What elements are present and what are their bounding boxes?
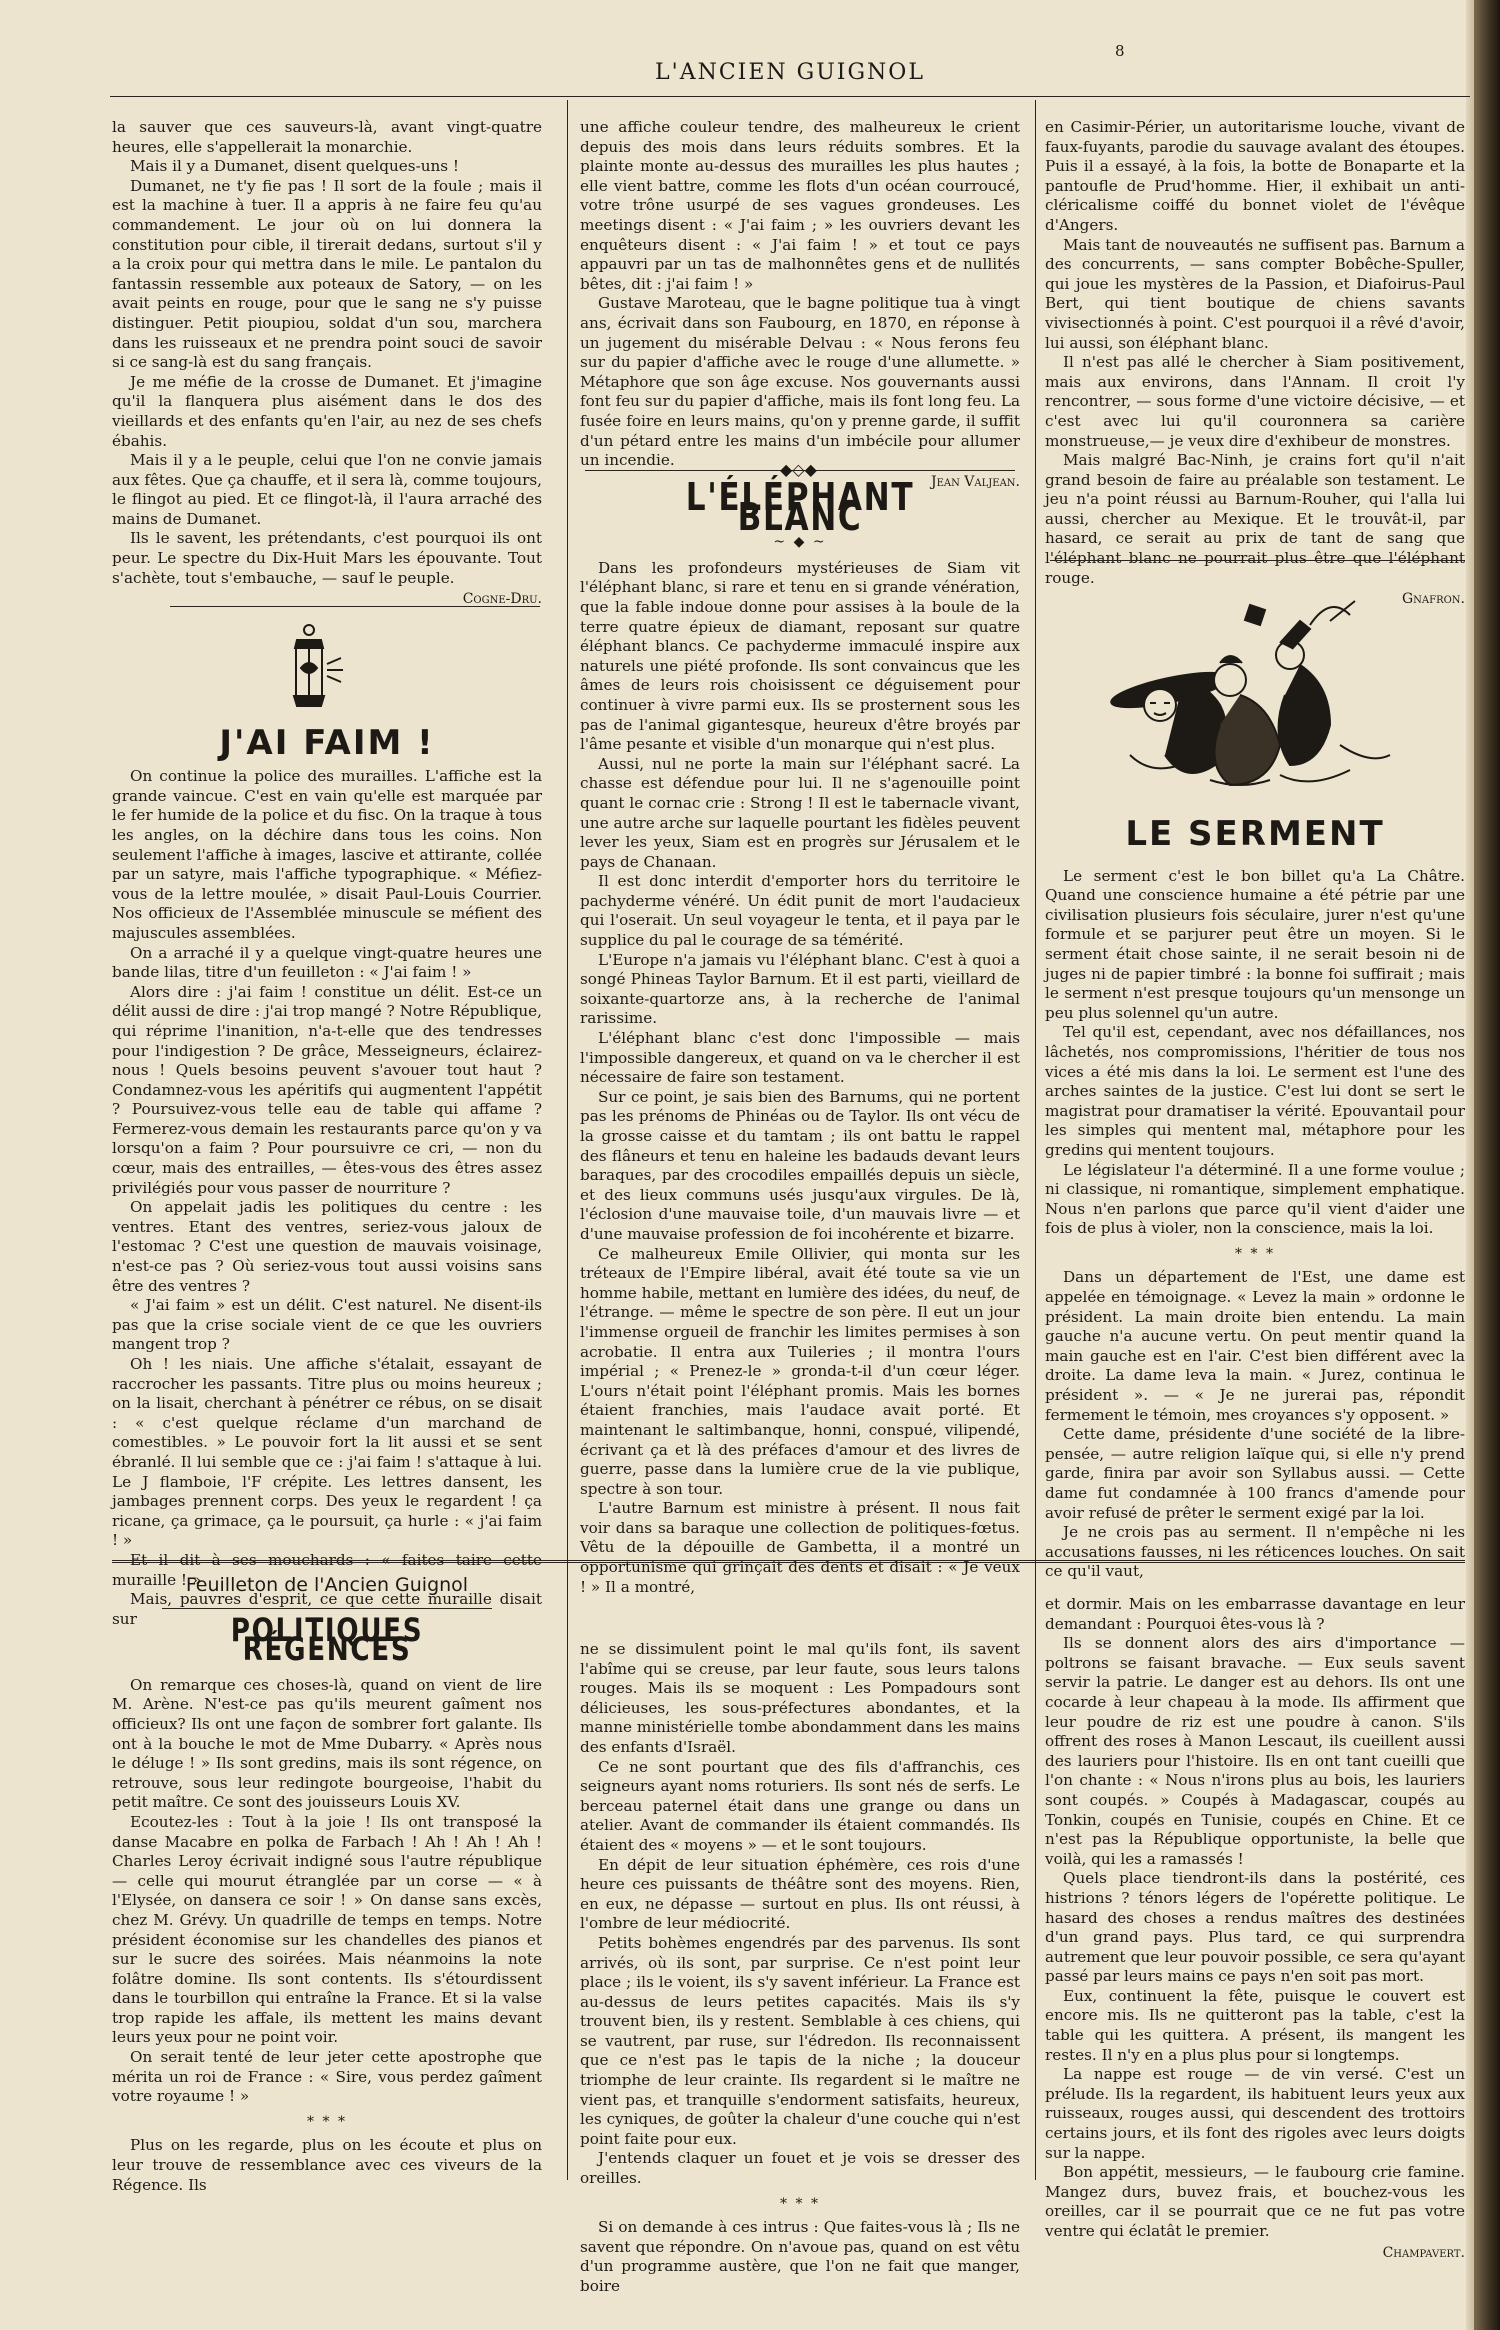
paragraph: Le serment c'est le bon billet qu'a La Châtre. Quand une conscience humaine a été pétrie par une civilisation plusieurs fois séculaire, jurer n'est qu'une formule et se parjurer peut être un moyen. Si le serment était chose sainte, il ne serait besoin ni de juges ni de papier timbré : la bonne foi suffirait ; mais le serment n'est presque toujours qu'un mensonge un peu plus solennel qu'un autre. (1045, 866, 1465, 1022)
paragraph: Quels place tiendront-ils dans la postérité, ces histrions ? ténors légers de l'opérette politique. Le hasard des choses a rendus maîtres des destinées d'un grand pays. Plus tard, ce qui surprendra autrement que leur pouvoir possible, ce sera qu'ayant passé par leurs mains ce pays n'en soit pas mort. (1045, 1869, 1465, 1986)
newspaper-title: L'ANCIEN GUIGNOL (655, 60, 925, 85)
paragraph: Ce malheureux Emile Ollivier, qui monta sur les tréteaux de l'Empire libéral, avait été toute sa vie un homme habile, mettant en lumière des idées, du neuf, de l'étrange. — même le spectre de son père. Il eut un jour l'immense orgueil de franchir les limites permises à son acrobatie. Il entra aux Tuileries ; il montra l'ours impérial ; « Prenez-le » gronda-t-il d'un cœur léger. L'ours n'était point l'éléphant promis. Mais les bornes étaient franchies, mais l'audace avait porté. Et maintenant le saltimbanque, honni, conspué, vilipendé, écrivant ça et là des préfaces d'amour et des livres de guerre, passe dans la lumière crue de la vie publique, spectre à son tour. (580, 1244, 1020, 1498)
paragraph: En dépit de leur situation éphémère, ces rois d'une heure ces puissants de théâtre sont des moyens. Rien, en eux, ne dépasse — surtout en plus. Ils ont réussi, à l'ombre de leur médiocrité. (580, 1855, 1020, 1933)
paragraph: Mais, pauvres d'esprit, ce que cette muraille disait sur (112, 1590, 542, 1628)
column-rule-2 (1035, 100, 1036, 2180)
signature: Gnafron. (1401, 591, 1465, 608)
section-stars: * * * (1235, 1245, 1275, 1262)
paragraph: Il n'est pas allé le chercher à Siam positivement, mais aux environs, dans l'Annam. Il croit l'y rencontrer, — sous forme d'une victoire décisive, — et c'est avec lui qu'il couronnera sa carière monstrueuse,— je veux dire d'exhibeur de monstres. (1045, 353, 1465, 450)
serment-article (1045, 814, 1465, 1582)
paragraph: On continue la police des murailles. L'affiche est la grande vaincue. C'est en vain qu'elle est marquée par le fer humide de la police et du fisc. On la traque à tous les angles, on la déchire dans tous les coins. Non seulement l'affiche à images, lascive et attirante, collée par un satyre, mais l'affiche typographique. « Méfiez-vous de la lettre moulée, » disait Paul-Louis Courrier. Nos officieux de l'Assemblée minuscule se méfient des majuscules assemblées. (112, 767, 542, 942)
paragraph: Aussi, nul ne porte la main sur l'éléphant sacré. La chasse est défendue pour lui. Il ne s'agenouille point quant le cornac crie : Strong ! Il est le tabernacle vivant, une autre arche sur laquelle pourtant les fidèles peuvent lever les yeux, Siam est en progrès sur Jérusalem et le pays de Chanaan. (580, 754, 1020, 871)
paragraph: « J'ai faim » est un délit. C'est naturel. Ne disent-ils pas que la crise sociale vient de ce que les ouvriers mangent trop ? (112, 1296, 542, 1354)
signature: Cogne-Dru. (462, 591, 542, 608)
section-stars: * * * (780, 2195, 820, 2212)
paragraph: Sur ce point, je sais bien des Barnums, qui ne portent pas les prénoms de Phinéas ou de Taylor. Ils ont vécu de la grosse caisse et du tamtam ; ils ont battu le rappel des flâneurs et tenu en haleine les badauds devant leurs baraques, par des crocodiles empaillés depuis un siècle, et des lieux communs usés jusqu'aux virgules. De là, l'éclosion d'une mauvaise toile, d'un mauvais livre — et d'une mauvaise profession de foi incohérente et bizarre. (580, 1087, 1020, 1243)
paragraph: Dumanet, ne t'y fie pas ! Il sort de la foule ; mais il est la machine à tuer. Il a appris à ne faire feu qu'au commandement. Le jour où on lui donnera la constitution pour cible, il tirerait dedans, surtout s'il y a la croix pour qui mettra dans le mile. Le pantalon du fantassin ressemble aux poteaux de Satory, — on les avait peints en rouge, pour que le sang ne s'y puisse distinguer. Petit pioupiou, soldat d'un sou, marchera dans les ruisseaux et ne prendra point souci de savoir si ce sang-là est du sang français. (112, 176, 542, 372)
paragraph: On appelait jadis les politiques du centre : les ventres. Etant des ventres, seriez-vous jaloux de l'estomac ? C'est une question de mauvais voisinage, n'est-ce pas ? Où seriez-vous tout aussi voisins sans être des ventres ? (112, 1198, 542, 1295)
paragraph: On a arraché il y a quelque vingt-quatre heures une bande lilas, titre d'un feuilleton : « J'ai faim ! » (112, 943, 542, 982)
scan-edge (1474, 0, 1500, 2330)
paragraph: On remarque ces choses-là, quand on vient de lire M. Arène. N'est-ce pas qu'ils meurent gaîment nos officieux? Ils ont une façon de sombrer fort galante. Ils ont à la bouche le mot de Mme Dubarry. « Après nous le déluge ! » Ils sont gredins, mais ils sont régence, on retrouve, sous leur redingote bourgeoise, l'habit du petit maître. Ce sont des jouisseurs Louis XV. (112, 1675, 542, 1812)
masthead (110, 42, 1470, 85)
section-stars: * * * (307, 2113, 347, 2130)
feuilleton-rule (112, 1560, 1465, 1563)
paragraph: Plus on les regarde, plus on les écoute et plus on leur trouve de ressemblance avec ces viveurs de la Régence. Ils (112, 2136, 542, 2194)
paragraph: Ce ne sont pourtant que des fils d'affranchis, ces seigneurs ayant noms roturiers. Ils sont nés de serfs. Le berceau paternel était dans une grange ou dans un atelier. Avant de commander ils étaient commandés. Ils étaient des « moyens » — et le sont toujours. (580, 1757, 1020, 1854)
feuilleton-column-2 (580, 1640, 1020, 2297)
paragraph: Je ne crois pas au serment. Il n'empêche ni les accusations fausses, ni les réticences louches. On sait ce qu'il vaut, (1045, 1523, 1465, 1581)
paragraph: Alors dire : j'ai faim ! constitue un délit. Est-ce un délit aussi de dire : j'ai trop mangé ? Notre République, qui réprime l'inanition, n'a-t-elle que des tendresses pour l'indigestion ? De grâce, Messeigneurs, éclairez-nous ! Quels besoins peuvent s'avouer tout haut ? Condamnez-vous les apéritifs qui augmentent l'appétit ? Poursuivez-vous telle eau de table qui affame ? Fermerez-vous demain les restaurants parce qu'on y va lorsqu'on a faim ? Pour poursuivre ce cri, — non du cœur, mais des entrailles, — êtes-vous des êtres assez privilégiés pour vous passer de nourriture ? (112, 982, 542, 1197)
paragraph: Mais malgré Bac-Ninh, je crains fort qu'il n'ait grand besoin de faire au préalable son testament. Le jeu n'a point réussi au Barnum-Rouher, qui l'alla lui aussi, chercher au Mexique. Et le trouvât-il, par hasard, ce serait au prix de tant de sang que l'éléphant blanc ne pourrait plus être que l'éléphant rouge. (1045, 451, 1465, 587)
paragraph: Le législateur l'a déterminé. Il a une forme voulue ; ni classique, ni romantique, simplement emphatique. Nous n'en parlons que parce qu'il vient d'aider une fois de plus à violer, non la conscience, mais la loi. (1045, 1160, 1465, 1238)
paragraph: Bon appétit, messieurs, — le faubourg crie famine. Mangez durs, buvez frais, et bouchez-vous les oreilles, car il se pourrait que ce ne fut pas votre ventre qui éclatât le premier. (1045, 2163, 1465, 2240)
paragraph: L'autre Barnum est ministre à présent. Il nous fait voir dans sa baraque une collection de politiques-fœtus. Vêtu de la dépouille de Gambetta, il a montré un opportunisme qui grinçait des dents et disait : « Je veux ! » Il a montré, (580, 1499, 1020, 1596)
paragraph: Mais il y a Dumanet, disent quelques-uns ! (130, 157, 459, 176)
dancing-figures-illustration (1100, 585, 1400, 805)
paragraph: en Casimir-Périer, un autoritarisme louche, vivant de faux-fuyants, parodie du sauvage avalant des étoupes. Puis il a essayé, à la fois, la botte de Bonaparte et la pantoufle de Prud'homme. Hier, il exhibait un anti-cléricalisme coiffé du bonnet violet de l'évêque d'Angers. (1045, 118, 1465, 234)
paragraph: Et il dit à ses mouchards : « faites taire cette muraille ! » (112, 1550, 542, 1589)
paragraph: Gustave Maroteau, que le bagne politique tua à vingt ans, écrivait dans son Faubourg, en 1870, en réponse à un jugement du misérable Delvau : « Nous ferons feu sur du papier d'affiche avec le rouge d'une allumette. » Métaphore que son âge excuse. Nos gouvernants aussi font feu sur du papier d'affiche, mais ils font long feu. La fusée foire en leurs mains, qu'on y prenne garde, il suffit d'un pétard entre les mains d'un imbécile pour allumer un incendie. (580, 294, 1020, 470)
feuilleton-title: POLITIQUES RÉGENCES (230, 1610, 424, 1669)
feuilleton-label: Feuilleton de l'Ancien Guignol (185, 1574, 469, 1596)
lantern-icon (112, 620, 542, 720)
paragraph: Mais il y a le peuple, celui que l'on ne convie jamais aux fêtes. Que ça chauffe, et il sera là, comme toujours, le flingot au pied. Et ce flingot-là, il l'aura arraché des mains de Dumanet. (112, 451, 542, 528)
paragraph: Eux, continuent la fête, puisque le couvert est encore mis. Ils ne quitteront pas la table, c'est la table qui les quittera. A présent, ils mangent les restes. Il n'y en a plus plus pour si longtemps. (1045, 1986, 1465, 2064)
column-1-top (112, 118, 542, 610)
section-separator (170, 606, 540, 607)
ornament-icon: ◆◇◆ (780, 460, 817, 479)
paragraph: ne se dissimulent point le mal qu'ils font, ils savent l'abîme qui se creuse, par leur faute, sous leurs talons rouges. Mais ils se moquent : Les Pompadours sont délicieuses, les sous-préfectures abondantes, et la manne ministérielle tombe abondamment dans les mains des enfants d'Israël. (580, 1640, 1020, 1756)
paragraph: La nappe est rouge — de vin versé. C'est un prélude. Ils la regardent, ils habituent leurs yeux aux ruisseaux, rouges aussi, qui descendent des trottoirs certains jours, et ils font des rigoles avec leurs doigts sur la nappe. (1045, 2065, 1465, 2162)
paragraph: Petits bohèmes engendrés par des parvenus. Ils sont arrivés, où ils sont, par surprise. Ce n'est point leur place ; ils le voient, ils s'y savent inférieur. La France est au-dessus de leurs petites capacités. Mais ils s'y trouvent bien, ils y restent. Semblable à ces chiens, qui se vautrent, par ruse, sur l'édredon. Ils reconnaissent que ce n'est pas le tapis de la niche ; la douceur triomphe de leur crainte. Ils regardent si le maître ne vient pas, et tranquille s'endorment satisfaits, heureux, les cyniques, de goûter la chaleur d'une couche qui n'est point faite pour eux. (580, 1933, 1020, 2148)
page-number: 8 (1115, 42, 1125, 60)
column-rule-1 (567, 100, 568, 2180)
paragraph: J'entends claquer un fouet et je vois se dresser des oreilles. (580, 2149, 1020, 2188)
paragraph: Dans un département de l'Est, une dame est appelée en témoignage. « Levez la main » ordonne le président. La main droite bien entendu. La main gauche n'a aucune vertu. On peut mentir quand la main gauche est en l'air. C'est bien différent avec la droite. La dame leva la main. « Jurez, continua le président ». — « Je ne jurerai pas, répondit fermement le témoin, mes croyances s'y opposent. » (1045, 1268, 1465, 1424)
paragraph: Je me méfie de la crosse de Dumanet. Et j'imagine qu'il la flanquera plus aisément dans le dos des vieillards et des enfants qu'en l'air, au nez de ses chefs ébahis. (112, 372, 542, 450)
column-3-top (1045, 118, 1465, 610)
section-separator (1050, 560, 1465, 561)
paragraph: Ecoutez-les : Tout à la joie ! Ils ont transposé la danse Macabre en polka de Farbach ! Ah ! Ah ! Ah ! Charles Leroy écrivait indigné sous l'autre république — celle qui mourut étranglée par un corse — « à l'Elysée, on dansera ce soir ! » On danse sans excès, chez M. Grévy. Un quadrille de temps en temps. Notre président économise sur les chandelles des pianos et sur le sucre des soirées. Mais néanmoins la note folâtre domine. Ils sont contents. Ils s'étourdissent dans le tourbillon qui entraîne la France. Et si la valse trop rapide les affale, ils mettent les mains devant leurs yeux pour ne point voir. (112, 1812, 542, 2047)
article-title: L'ÉLÉPHANT BLANC (685, 475, 915, 539)
feuilleton-column-3 (1045, 1595, 1465, 2263)
paragraph: et dormir. Mais on les embarrasse davantage en leur demandant : Pourquoi êtes-vous là ? (1045, 1595, 1465, 1633)
feuilleton-column-1 (112, 1576, 542, 2195)
paragraph: une affiche couleur tendre, des malheureux le crient depuis des mois dans leurs réduits sombres. Et la plainte monte au-dessus des murailles les plus hautes ; elle vient battre, comme les flots d'un océan courroucé, votre trône usurpé de ses vagues grondeuses. Les meetings disent : « J'ai faim ; » les ouvriers devant les enquêteurs disent : « J'ai faim ! » et tout ce pays appauvri par un tas de malhonnêtes gens et de nullités bêtes, dit : j'ai faim ! » (580, 118, 1020, 293)
paragraph: Tel qu'il est, cependant, avec nos défaillances, nos lâchetés, nos compromissions, l'héritier de tous nos vices a été mis dans la loi. Le serment est l'une des arches saintes de la justice. C'est lui dont se sert le magistrat pour dramatiser la vérité. Epouvantail pour les simples qui mentent mal, métaphore pour les gredins qui mentent toujours. (1045, 1023, 1465, 1159)
header-rule (110, 96, 1470, 97)
paragraph: Mais tant de nouveautés ne suffisent pas. Barnum a des concurrents, — sans compter Bobêche-Spuller, qui joue les mystères de la Passion, et Diafoirus-Paul Bert, qui tient boutique de chiens savants vivisectionnés à point. C'est pourquoi il a rêvé d'avoir, lui aussi, son éléphant blanc. (1045, 235, 1465, 352)
paragraph: Dans les profondeurs mystérieuses de Siam vit l'éléphant blanc, si rare et tenu en si grande vénération, que la fable indoue donne pour assises à la boule de la terre quatre épieux de diamant, reposant sur quatre éléphant blancs. Ce pachyderme immaculé inspire aux naturels une piété profonde. Ils sont convaincus que les âmes de leurs rois choisissent ce déguisement pour continuer à vivre parmi eux. Ils se prosternent sous les pas de l'animal gigantesque, heureux d'être broyés par l'âme pesante et visible d'un monarque qui n'est plus. (580, 558, 1020, 754)
paragraph: On serait tenté de leur jeter cette apostrophe que mérita un roi de France : « Sire, vous perdez gaîment votre royaume ! » (112, 2048, 542, 2106)
paragraph: Ils se donnent alors des airs d'importance — poltrons se faisant bravache. — Eux seuls savent servir la patrie. Le danger est au dehors. Ils ont une cocarde à leur chapeau à la mode. Ils affirment que leur poudre de riz est une poudre à canon. S'ils offrent des roses à Manon Lescaut, ils cueillent aussi des lauriers pour l'histoire. Ils en ont tant cueilli que l'on chante : « Nous n'irons plus au bois, les lauriers sont coupés. » Coupés à Madagascar, coupés au Tonkin, coupés en Tunisie, coupés en Chine. Et ce n'est pas la République opportuniste, la belle que voilà, qui les a ramassés ! (1045, 1634, 1465, 1868)
signature: Jean Valjean. (930, 473, 1020, 490)
jai-faim-article (112, 620, 542, 1629)
paragraph: Il est donc interdit d'emporter hors du territoire le pachyderme vénéré. Un édit punit de mort l'audacieux qui l'oserait. Un seul voyageur le tenta, et il paya par le supplice du pal le courage de sa témérité. (580, 872, 1020, 950)
ornament-icon: ~ ◆ ~ (773, 534, 827, 551)
signature: Champavert. (1382, 2244, 1465, 2261)
paragraph: la sauver que ces sauveurs-là, avant vingt-quatre heures, elle s'appellerait la monarchie. (112, 118, 542, 156)
paragraph: L'éléphant blanc c'est donc l'impossible — mais l'impossible dangereux, et quand on va le chercher il est nécessaire de faire son testament. (580, 1029, 1020, 1087)
column-2-top (580, 118, 1020, 492)
article-title: J'AI FAIM ! (219, 722, 435, 763)
paragraph: Ils le savent, les prétendants, c'est pourquoi ils ont peur. Le spectre du Dix-Huit Mars les épouvante. Tout s'achète, tout s'embauche, — sauf le peuple. (112, 529, 542, 587)
paragraph: Si on demande à ces intrus : Que faites-vous là ; Ils ne savent que répondre. On n'avoue pas, quand on est vêtu d'un programme austère, que l'on ne fait que manger, boire (580, 2218, 1020, 2295)
paragraph: L'Europe n'a jamais vu l'éléphant blanc. C'est à quoi a songé Phineas Taylor Barnum. Et il est parti, vieillard de soixante-quartorze ans, à la recherche de l'animal rarissime. (580, 950, 1020, 1028)
paragraph: Cette dame, présidente d'une société de la libre-pensée, — autre religion laïque qui, si elle n'y prend garde, finira par avoir son Syllabus aussi. — Cette dame fut condamnée à 100 francs d'amende pour avoir refusé de prêter le serment exigé par la loi. (1045, 1425, 1465, 1522)
page-fold (1466, 0, 1474, 2330)
article-title: LE SERMENT (1125, 814, 1385, 854)
paragraph: Oh ! les niais. Une affiche s'étalait, essayant de raccrocher les passants. Titre plus ou moins heureux ; on la lisait, cherchant à pénétrer ce rébus, on se disait : « c'est quelque réclame d'un marchand de comestibles. » Le pouvoir fort la lit aussi et se sent ébranlé. Il lui semble que ce : j'ai faim ! s'attaque à lui. Le J flamboie, l'F crépite. Les lettres dansent, les jambages prennent corps. Des yeux le regardent ! ça ricane, ça grimace, ça le poursuit, ça hurle : « j'ai faim ! » (112, 1355, 542, 1550)
